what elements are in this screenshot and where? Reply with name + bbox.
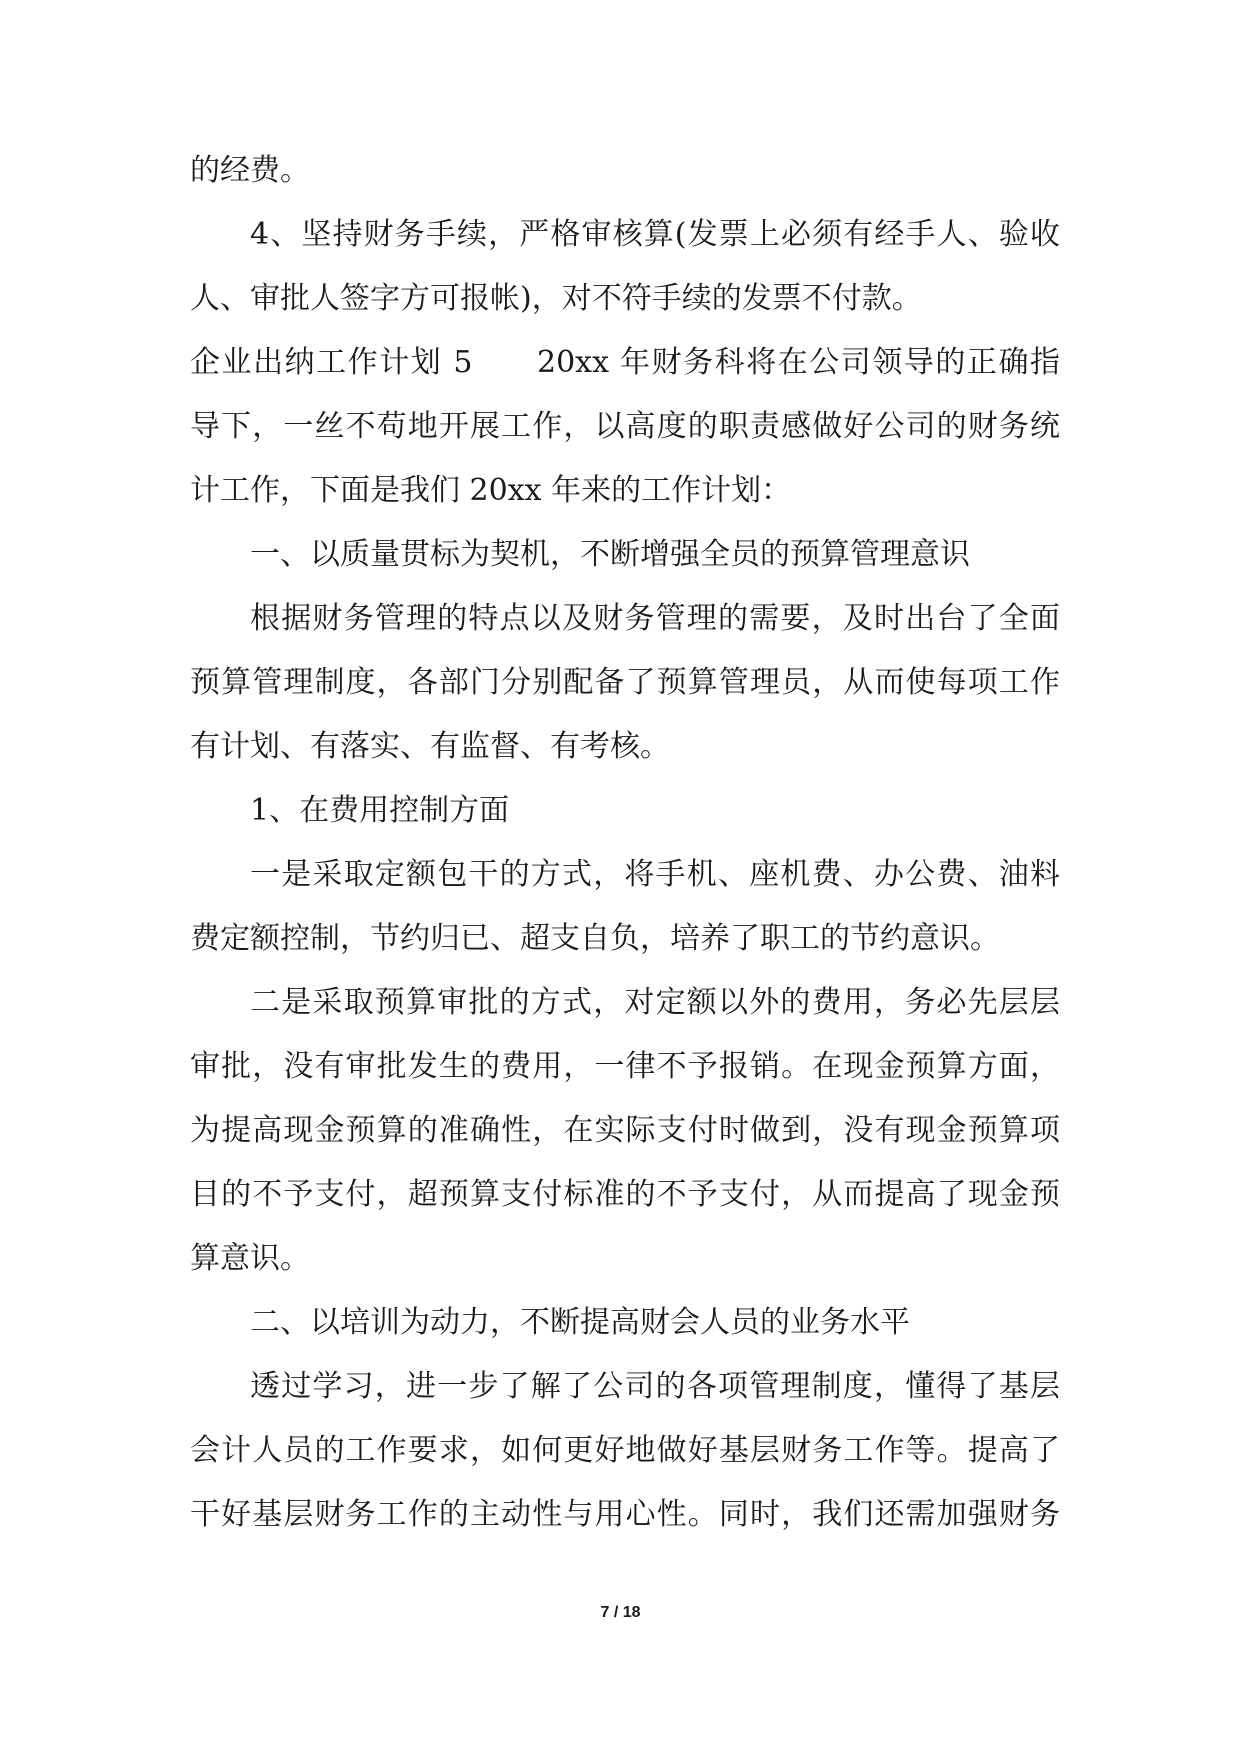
text-line-4: 企业出纳工作计划 5 20xx 年财务科将在公司领导的正确指: [190, 345, 1060, 380]
text-line-12: 一是采取定额包干的方式，将手机、座机费、办公费、油料: [250, 857, 1060, 892]
subheading-1: 1、在费用控制方面: [250, 793, 510, 828]
text-line-16: 为提高现金预算的准确性，在实际支付时做到，没有现金预算项: [190, 1113, 1060, 1148]
text-line-13: 费定额控制，节约归已、超支自负，培养了职工的节约意识。: [190, 921, 1000, 956]
text-line-5: 导下，一丝不苟地开展工作，以高度的职责感做好公司的财务统: [190, 409, 1060, 444]
text-line-1: 的经费。: [190, 153, 310, 188]
text-line-9: 预算管理制度，各部门分别配备了预算管理员，从而使每项工作: [190, 665, 1060, 700]
text-line-2: 4、坚持财务手续，严格审核算(发票上必须有经手人、验收: [250, 217, 1060, 252]
text-line-20: 透过学习，进一步了解了公司的各项管理制度，懂得了基层: [250, 1369, 1060, 1404]
text-line-6: 计工作，下面是我们 20xx 年来的工作计划：: [190, 473, 792, 508]
text-line-22: 干好基层财务工作的主动性与用心性。同时，我们还需加强财务: [190, 1497, 1060, 1532]
text-line-21: 会计人员的工作要求，如何更好地做好基层财务工作等。提高了: [190, 1433, 1060, 1468]
text-line-3: 人、审批人签字方可报帐)，对不符手续的发票不付款。: [190, 281, 922, 316]
text-line-17: 目的不予支付，超预算支付标准的不予支付，从而提高了现金预: [190, 1177, 1060, 1212]
section-heading-2: 二、以培训为动力，不断提高财会人员的业务水平: [250, 1305, 910, 1340]
text-line-14: 二是采取预算审批的方式，对定额以外的费用，务必先层层: [250, 985, 1060, 1020]
text-line-18: 算意识。: [190, 1241, 310, 1276]
section-heading-1: 一、以质量贯标为契机，不断增强全员的预算管理意识: [250, 537, 970, 572]
text-line-10: 有计划、有落实、有监督、有考核。: [190, 729, 670, 764]
text-line-15: 审批，没有审批发生的费用，一律不予报销。在现金预算方面，: [190, 1049, 1060, 1084]
page-number: 7 / 18: [600, 1604, 641, 1621]
text-line-8: 根据财务管理的特点以及财务管理的需要，及时出台了全面: [250, 601, 1060, 636]
